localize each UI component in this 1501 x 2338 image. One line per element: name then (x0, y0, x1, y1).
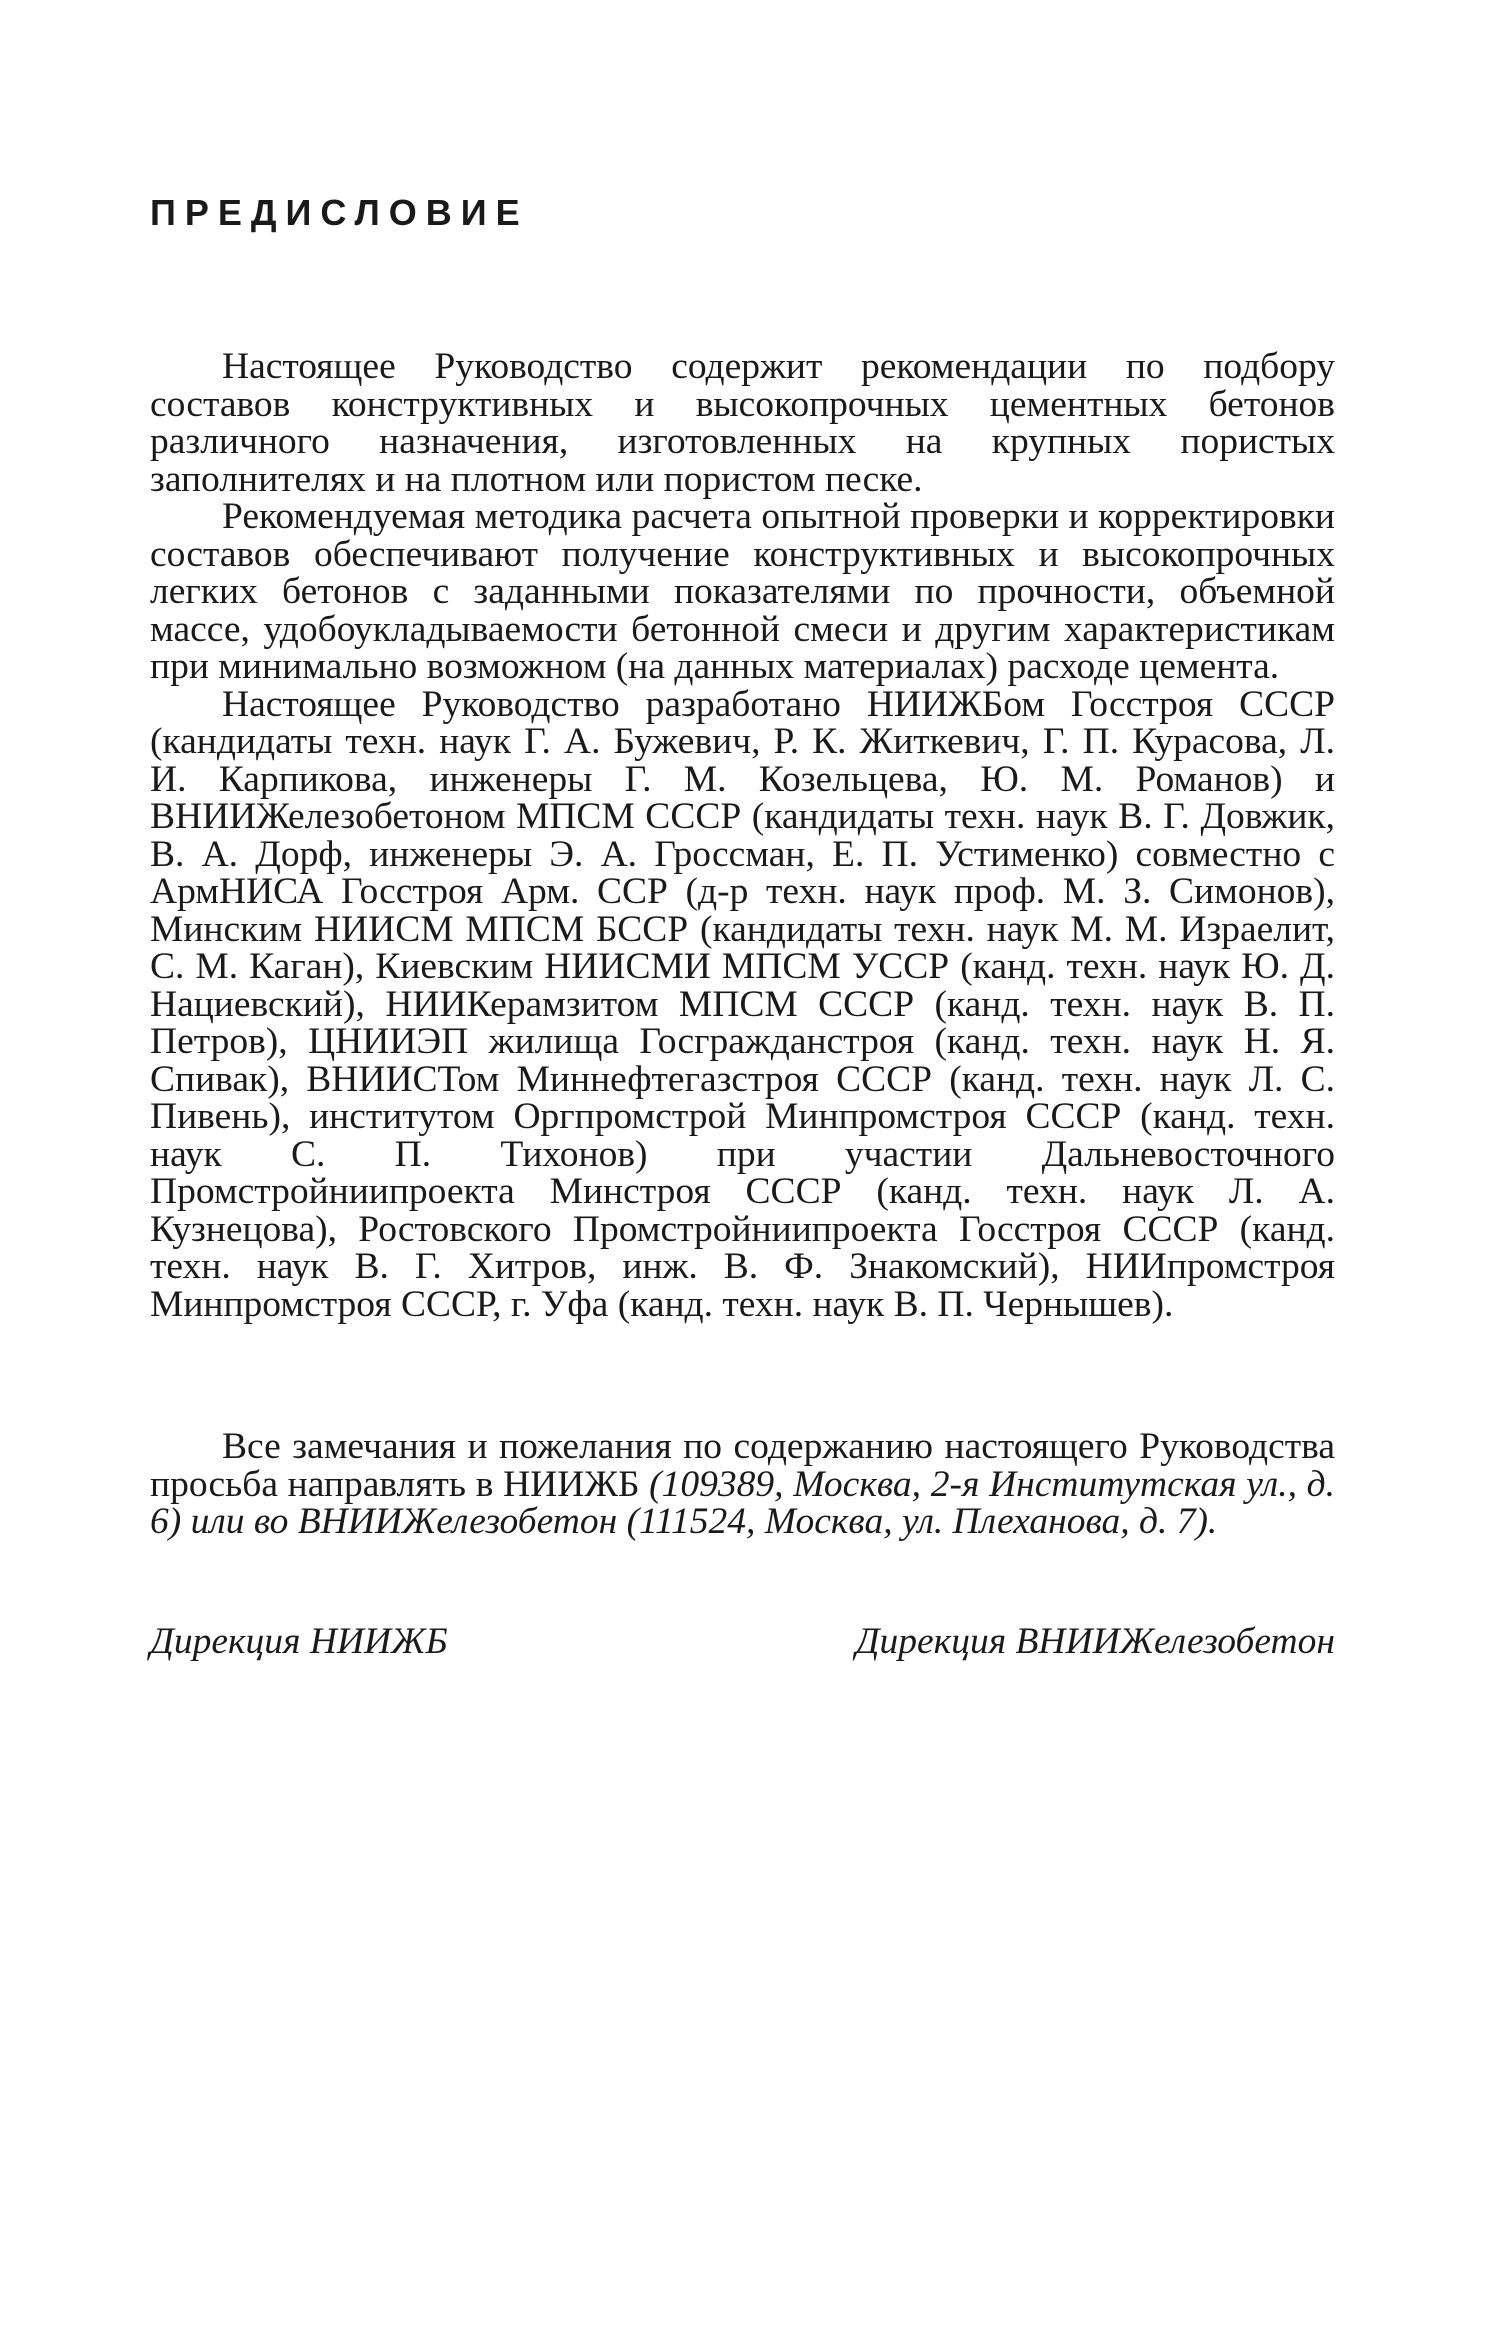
signature-vniizhelezobeton: Дирекция ВНИИЖелезобетон (855, 1621, 1335, 1662)
page-title: ПРЕДИСЛОВИЕ (150, 192, 529, 233)
paragraph-scope: Настоящее Руководство содержит рекомендации по подбору составов конструктивных и высокопрочных цементных бетонов различного назначения, изготовленных на крупных пористых заполнителях и на плотном или пористом песке. (150, 346, 1335, 500)
paragraph-authors: Настоящее Руководство разработано НИИЖБом Госстроя СССР (кандидаты техн. наук Г. А. Бужевич, Р. К. Житкевич, Г. П. Курасова, Л. И. Карпикова, инженеры Г. М. Козельцева, Ю. М. Романов) и ВНИИЖелезобетоном МПСМ СССР (кандидаты техн. наук В. Г. Довжик, В. А. Дорф, инженеры Э. А. Гроссман, Е. П. Устименко) совместно с АрмНИСА Госстроя Арм. ССР (д-р техн. наук проф. М. З. Симонов), Минским НИИСМ МПСМ БССР (кандидаты техн. наук М. М. Израелит, С. М. Каган), Киевским НИИСМИ МПСМ УССР (канд. техн. наук Ю. Д. Нациевский), НИИКерамзитом МПСМ СССР (канд. техн. наук В. П. Петров), ЦНИИЭП жилища Госгражданстроя (канд. техн. наук Н. Я. Спивак), ВНИИСТом Миннефтегазстроя СССР (канд. техн. наук Л. С. Пивень), институтом Оргпромстрой Минпромстроя СССР (канд. техн. наук С. П. Тихонов) при участии Дальневосточного Промстройниипроекта Минстроя СССР (канд. техн. наук Л. А. Кузнецова), Ростовского Промстройниипроекта Госстроя СССР (канд. техн. наук В. Г. Хитров, инж. В. Ф. Знакомский), НИИпромстроя Минпромстроя СССР, г. Уфа (канд. техн. наук В. П. Чернышев). (150, 683, 1335, 1325)
preface-body (150, 348, 1335, 1323)
contact-address: (109389, Москва, 2-я Институтская ул., д. 6) или во ВНИИЖелезобетон (111524, Москва, ул. Плеханова, д. 7). (150, 1463, 1335, 1542)
signatures (150, 1620, 1335, 1663)
contact-text: Все замечания и пожелания по содержанию настоящего Руководства просьба направлять в НИИЖБ (150, 1426, 1335, 1505)
signature-niizhb: Дирекция НИИЖБ (150, 1621, 448, 1662)
contact-paragraph (150, 1428, 1335, 1541)
paragraph-method: Рекомендуемая методика расчета опытной проверки и корректировки составов обеспечивают получение конструктивных и высокопрочных легких бетонов с заданными показателями по прочности, объемной массе, удобоукладываемости бетонной смеси и другим характеристикам при минимально возможном (на данных материалах) расходе цемента. (150, 496, 1335, 687)
